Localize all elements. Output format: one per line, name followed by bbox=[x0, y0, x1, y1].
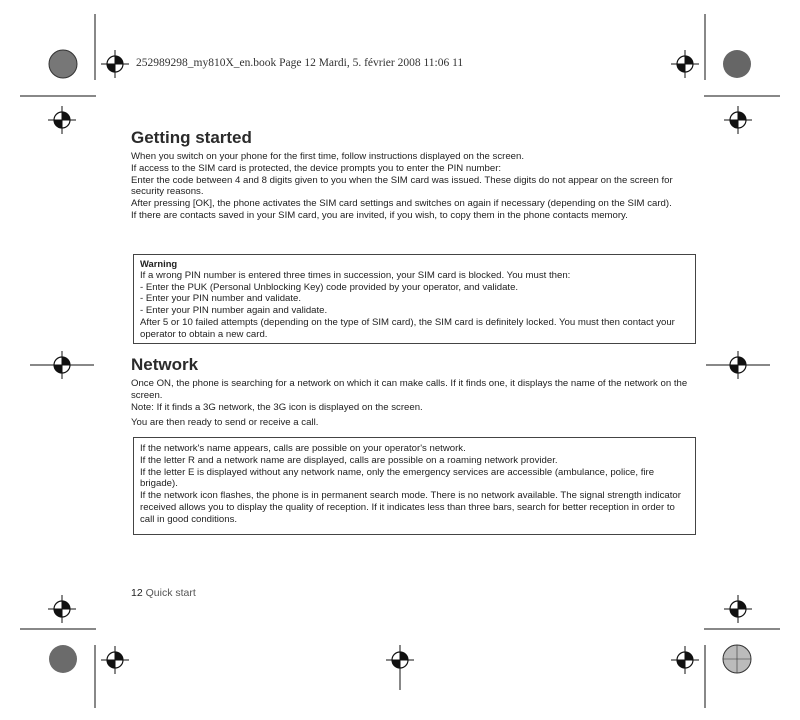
warning-title: Warning bbox=[140, 258, 178, 269]
registration-mark-right-bottom bbox=[724, 595, 752, 623]
warning-line: - Enter your PIN number again and validate. bbox=[140, 305, 328, 317]
registration-mark-left-bottom bbox=[48, 595, 76, 623]
warning-line: If a wrong PIN number is entered three times in succession, your SIM card is blocked. You must then: bbox=[140, 269, 571, 281]
print-slug-header: 252989298_my810X_en.book Page 12 Mardi, 5. février 2008 11:06 11 bbox=[136, 57, 464, 69]
paragraph: After pressing [OK], the phone activates the SIM card settings and switches on again if necessary (depending on the SIM card). bbox=[131, 198, 672, 210]
paragraph: Enter the code between 4 and 8 digits given to you when the SIM card was issued. These digits do not appear on the screen for security reasons. bbox=[131, 174, 673, 198]
registration-mark-left-top bbox=[48, 106, 76, 134]
network-status-line: If the letter R and a network name are displayed, calls are possible on a roaming network provider. bbox=[140, 454, 558, 466]
paragraph: When you switch on your phone for the first time, follow instructions displayed on the screen. bbox=[131, 151, 525, 162]
registration-mark-bottom-left bbox=[101, 646, 129, 674]
page-number: 12 bbox=[131, 587, 143, 599]
warning-line: - Enter your PIN number and validate. bbox=[140, 293, 302, 305]
top-right-radial-target bbox=[723, 50, 751, 78]
network-body bbox=[131, 378, 697, 429]
section-title-getting-started: Getting started bbox=[131, 128, 252, 147]
network-status-box bbox=[133, 437, 696, 535]
warning-line: - Enter the PUK (Personal Unblocking Key) code provided by your operator, and validate. bbox=[140, 281, 519, 293]
network-status-line: If the network icon flashes, the phone is in permanent search mode. There is no network available. The signal strength indicator received allows you to display the quality of reception. If it indicates less than three bars, search for better reception in order to call in good conditions. bbox=[140, 490, 681, 525]
paragraph: You are then ready to send or receive a call. bbox=[131, 417, 319, 429]
paragraph: If there are contacts saved in your SIM card, you are invited, if you wish, to copy them in the phone contacts memory. bbox=[131, 209, 628, 221]
registration-mark-right-top bbox=[724, 106, 752, 134]
paragraph: If access to the SIM card is protected, the device prompts you to enter the PIN number: bbox=[131, 162, 502, 174]
warning-line: After 5 or 10 failed attempts (depending on the type of SIM card), the SIM card is definitely locked. You must then contact your operator to obtain a new card. bbox=[140, 316, 675, 340]
getting-started-body bbox=[131, 151, 697, 222]
warning-box bbox=[133, 254, 696, 344]
page-footer bbox=[131, 587, 196, 599]
network-status-line: If the letter E is displayed without any network name, only the emergency services are accessible (ambulance, police, fire brigade). bbox=[140, 466, 655, 490]
registration-mark-bottom-right bbox=[671, 646, 699, 674]
section-title-network: Network bbox=[131, 355, 199, 374]
paragraph: Note: If it finds a 3G network, the 3G icon is displayed on the screen. bbox=[131, 401, 423, 413]
bottom-left-radial-target bbox=[49, 645, 77, 673]
paragraph: Once ON, the phone is searching for a network on which it can make calls. If it finds one, it displays the name of the network on the screen. bbox=[131, 378, 688, 401]
network-status-line: If the network's name appears, calls are possible on your operator's network. bbox=[140, 443, 466, 454]
registration-mark-top-left bbox=[101, 50, 129, 78]
registration-mark-top-right bbox=[671, 50, 699, 78]
section-name: Quick start bbox=[145, 587, 196, 599]
